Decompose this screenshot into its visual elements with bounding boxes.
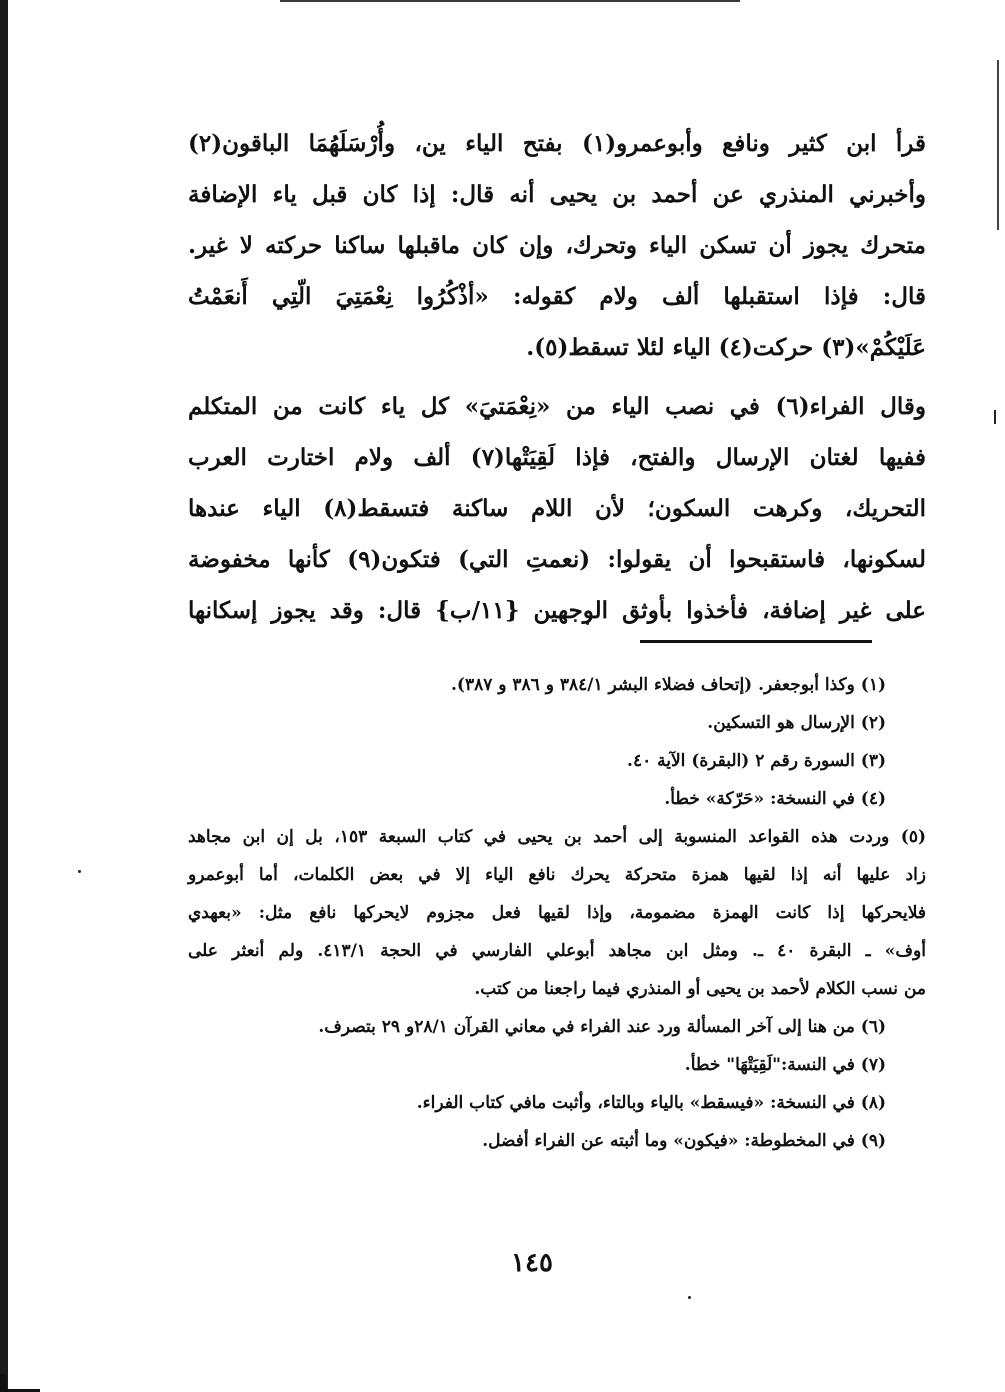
footnote-7: (٧) في النسة:"لَقِيَتْهَا" خطأ. xyxy=(684,1055,886,1075)
text-line: متحرك يجوز أن تسكن الياء وتحرك، وإن كان ماقبلها ساكنا حركته لا غير. xyxy=(188,232,926,259)
footnotes xyxy=(188,666,926,1160)
text-line: ففيها لغتان الإرسال والفتح، فإذا لَقِيَتْها(٧) ألف ولام اختارت العرب xyxy=(188,444,926,471)
footnote-5-line: (٥) وردت هذه القواعد المنسوبة إلى أحمد بن يحيى في كتاب السبعة ١٥٣، بل إن ابن مجاهد xyxy=(188,827,926,847)
footnote-6: (٦) من هنا إلى آخر المسألة ورد عند الفراء في معاني القرآن ٢٨/١و ٢٩ بتصرف. xyxy=(318,1017,886,1037)
scan-right-edge xyxy=(997,60,999,230)
text-line: قرأ ابن كثير ونافع وأبوعمرو(١) بفتح الياء ين، وأُرْسَلَهُمَا الباقون(٢) xyxy=(188,130,926,157)
main-text xyxy=(188,118,926,636)
page-number: ١٤٥ xyxy=(511,1248,553,1278)
text-line: قال: فإذا استقبلها ألف ولام كقوله: «أذْكُرُوا نِعْمَتِيَ الّتِي أَنعَمْتُ xyxy=(188,283,926,310)
text-line: وأخبرني المنذري عن أحمد بن يحيى أنه قال: إذا كان قبل ياء الإضافة xyxy=(188,181,926,208)
text-line: التحريك، وكرهت السكون؛ لأن اللام ساكنة فتسقط(٨) الياء عندها xyxy=(188,495,926,522)
footnote-2: (٢) الإرسال هو التسكين. xyxy=(707,713,886,733)
footnote-1: (١) وكذا أبوجعفر. (إتحاف فضلاء البشر ٣٨٤/١ و ٣٨٦ و ٣٨٧). xyxy=(450,675,886,695)
footnote-8: (٨) في النسخة: «فيسقط» بالياء وبالتاء، وأثبت مافي كتاب الفراء. xyxy=(416,1093,886,1113)
footnote-9: (٩) في المخطوطة: «فيكون» وما أثبته عن الفراء أفضل. xyxy=(482,1131,886,1151)
footnote-divider xyxy=(640,640,872,643)
scan-left-edge xyxy=(0,0,8,1392)
footnote-5-line: من نسب الكلام لأحمد بن يحيى أو المنذري فيما راجعنا من كتب. xyxy=(474,979,926,999)
scan-speck xyxy=(78,870,81,873)
footnote-5-line: فلايحركها إذا كانت الهمزة مضمومة، وإذا لقيها فعل مجزوم لايحركها نافع مثل: «بعهدي xyxy=(188,903,926,923)
footnote-3: (٣) السورة رقم ٢ (البقرة) الآية ٤٠. xyxy=(627,751,886,771)
footnote-5-line: زاد عليها أنه إذا لقيها همزة متحركة يحرك نافع الياء إلا في بعض الكلمات، أما أبوعمرو xyxy=(188,865,926,885)
text-line: عَلَيْكُمْ»(٣) حركت(٤) الياء لئلا تسقط(٥). xyxy=(526,334,926,361)
text-line: على غير إضافة، فأخذوا بأوثق الوجهين {١١/ب} قال: وقد يجوز إسكانها xyxy=(188,597,926,624)
footnote-4: (٤) في النسخة: «حَرّكة» خطأ. xyxy=(664,789,886,809)
text-line: وقال الفراء(٦) في نصب الياء من «نِعْمَتيَ» كل ياء كانت من المتكلم xyxy=(188,393,926,420)
scan-speck xyxy=(994,410,996,424)
scan-top-edge xyxy=(280,0,740,2)
footnote-5-line: أوف» ـ البقرة ٤٠ ـ. ومثل ابن مجاهد أبوعلي الفارسي في الحجة ٤١٣/١. ولم أنعثر على xyxy=(188,941,926,961)
scan-speck xyxy=(688,1296,691,1299)
scan-corner-mark xyxy=(0,1374,40,1392)
text-line: لسكونها، فاستقبحوا أن يقولوا: (نعمتِ التي) فتكون(٩) كأنها مخفوضة xyxy=(188,546,926,573)
